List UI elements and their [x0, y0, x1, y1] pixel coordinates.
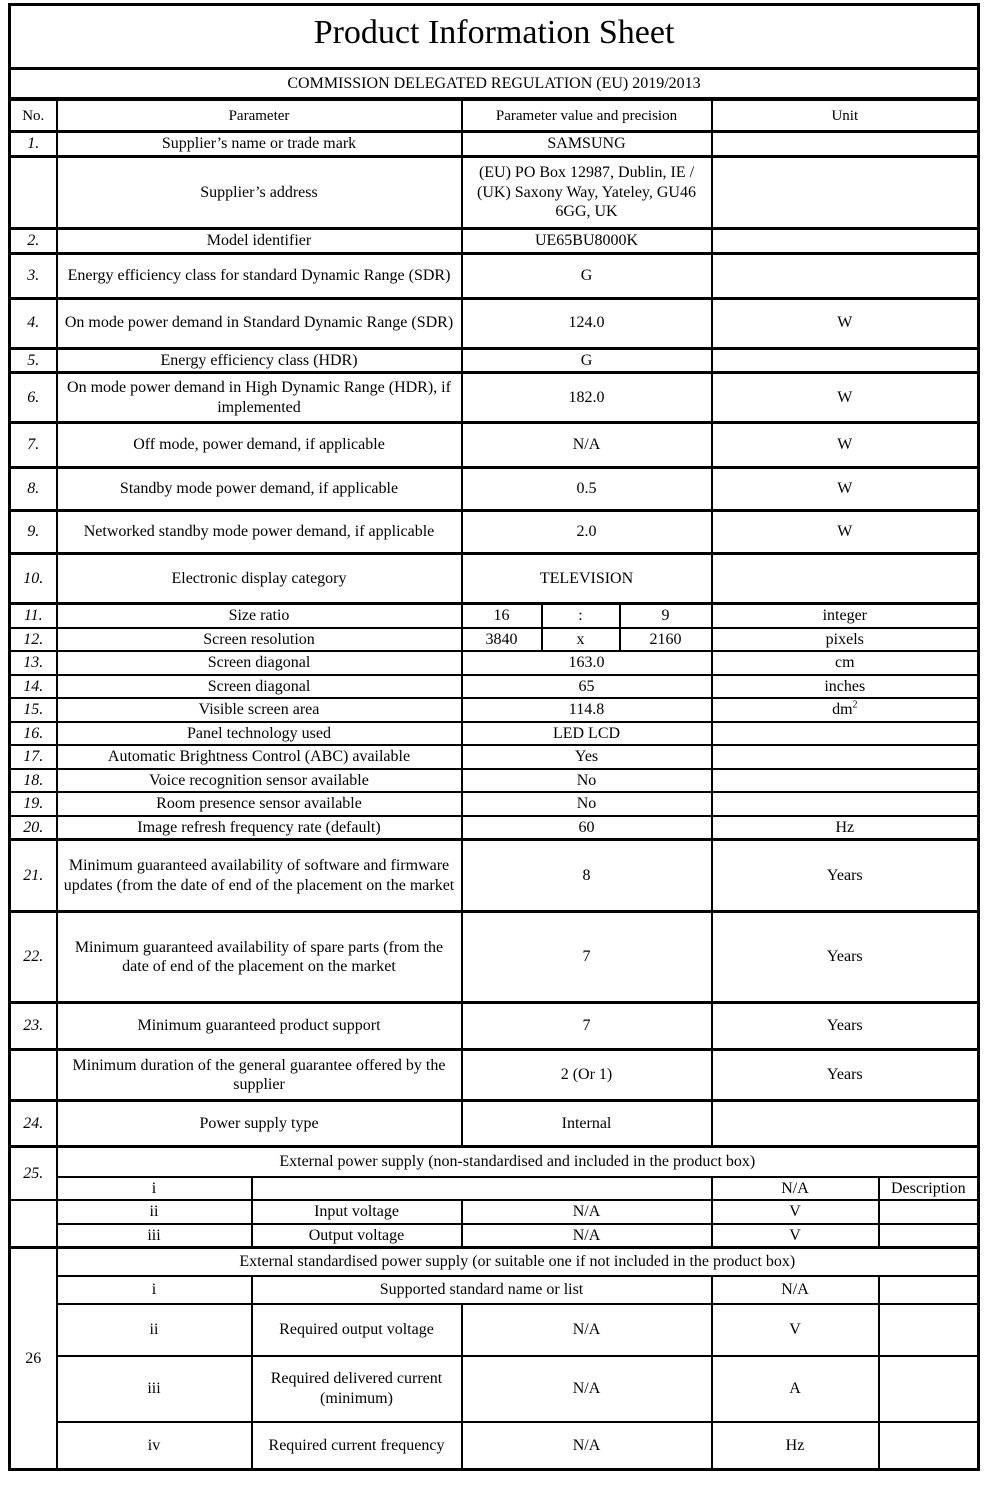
- cell-no: 14.: [10, 675, 57, 699]
- cell-description: [879, 1422, 979, 1470]
- cell-no: 2.: [10, 228, 57, 253]
- column-header-row: [10, 99, 979, 132]
- cell-unit: inches: [712, 675, 979, 699]
- cell-value: 0.5: [462, 468, 712, 511]
- cell-parameter: Minimum duration of the general guarantee offered by the supplier: [57, 1050, 462, 1101]
- cell-parameter: Energy efficiency class for standard Dynamic Range (SDR): [57, 253, 462, 298]
- cell-parameter: Screen resolution: [57, 628, 462, 652]
- cell-unit: [712, 156, 979, 228]
- cell-no: 15.: [10, 698, 57, 722]
- row-esps-i: [10, 1276, 979, 1304]
- column-header-no: No.: [10, 99, 57, 132]
- cell-parameter: Screen diagonal: [57, 675, 462, 699]
- cell-label: Required delivered current (minimum): [252, 1356, 462, 1422]
- cell-value: 7: [462, 912, 712, 1003]
- title-row: [10, 5, 979, 69]
- cell-value: LED LCD: [462, 722, 712, 746]
- cell-value: Yes: [462, 745, 712, 769]
- cell-parameter: Visible screen area: [57, 698, 462, 722]
- row-voice-recognition: [10, 769, 979, 793]
- cell-value: N/A: [462, 1356, 712, 1422]
- row-size-ratio: [10, 604, 979, 628]
- cell-unit: Years: [712, 912, 979, 1003]
- row-standby-power: [10, 468, 979, 511]
- page-title: Product Information Sheet: [10, 5, 979, 69]
- cell-parameter: Automatic Brightness Control (ABC) available: [57, 745, 462, 769]
- cell-unit: [712, 228, 979, 253]
- cell-unit: [712, 745, 979, 769]
- cell-label: [252, 1177, 712, 1201]
- cell-value: N/A: [462, 1422, 712, 1470]
- cell-no: 21.: [10, 840, 57, 912]
- cell-value: G: [462, 253, 712, 298]
- cell-unit: [712, 1101, 979, 1147]
- cell-value: 114.8: [462, 698, 712, 722]
- cell-label: Required output voltage: [252, 1304, 462, 1356]
- cell-value: 8: [462, 840, 712, 912]
- section-header: External power supply (non-standardised and included in the product box): [57, 1147, 979, 1177]
- cell-no: 5.: [10, 348, 57, 373]
- cell-no: 1.: [10, 132, 57, 157]
- row-supplier-address: [10, 156, 979, 228]
- cell-value-separator: :: [542, 604, 620, 628]
- column-header-parameter: Parameter: [57, 99, 462, 132]
- cell-index: i: [57, 1177, 252, 1201]
- cell-unit: [712, 253, 979, 298]
- cell-no: 11.: [10, 604, 57, 628]
- regulation-row: [10, 69, 979, 99]
- cell-parameter: Power supply type: [57, 1101, 462, 1147]
- cell-index: ii: [57, 1200, 252, 1224]
- cell-unit: N/A: [712, 1177, 879, 1201]
- cell-no: [10, 1050, 57, 1101]
- row-external-standardised-ps-header: [10, 1248, 979, 1276]
- cell-value: No: [462, 769, 712, 793]
- row-screen-resolution: [10, 628, 979, 652]
- cell-unit: Years: [712, 1003, 979, 1050]
- cell-unit: A: [712, 1356, 879, 1422]
- cell-value: 124.0: [462, 298, 712, 348]
- cell-parameter: Voice recognition sensor available: [57, 769, 462, 793]
- row-networked-standby-power: [10, 511, 979, 554]
- cell-no: 23.: [10, 1003, 57, 1050]
- cell-parameter: Screen diagonal: [57, 651, 462, 675]
- row-refresh-rate: [10, 816, 979, 840]
- cell-value: G: [462, 348, 712, 373]
- cell-parameter: On mode power demand in High Dynamic Range (HDR), if implemented: [57, 373, 462, 423]
- cell-no: 8.: [10, 468, 57, 511]
- row-eps-ii: [10, 1200, 979, 1224]
- cell-no: 24.: [10, 1101, 57, 1147]
- cell-no: 19.: [10, 792, 57, 816]
- cell-parameter: Room presence sensor available: [57, 792, 462, 816]
- cell-value-separator: x: [542, 628, 620, 652]
- row-off-mode-power: [10, 423, 979, 468]
- cell-value: 182.0: [462, 373, 712, 423]
- cell-unit: W: [712, 468, 979, 511]
- cell-index: iii: [57, 1224, 252, 1248]
- cell-value: 2 (Or 1): [462, 1050, 712, 1101]
- cell-parameter: Size ratio: [57, 604, 462, 628]
- cell-parameter: Supplier’s address: [57, 156, 462, 228]
- cell-parameter: Model identifier: [57, 228, 462, 253]
- row-energy-class-hdr: [10, 348, 979, 373]
- row-eps-i: [10, 1177, 979, 1201]
- cell-value: 60: [462, 816, 712, 840]
- cell-unit: pixels: [712, 628, 979, 652]
- cell-parameter: Supplier’s name or trade mark: [57, 132, 462, 157]
- row-software-updates: [10, 840, 979, 912]
- cell-parameter: Minimum guaranteed availability of spare parts (from the date of end of the placement on the market: [57, 912, 462, 1003]
- cell-value-second: 9: [620, 604, 712, 628]
- row-spare-parts: [10, 912, 979, 1003]
- cell-no: 7.: [10, 423, 57, 468]
- cell-value: Internal: [462, 1101, 712, 1147]
- cell-parameter: Minimum guaranteed availability of software and firmware updates (from the date of end of the placement on the market: [57, 840, 462, 912]
- cell-unit: N/A: [712, 1276, 879, 1304]
- cell-unit: [712, 698, 979, 722]
- column-header-unit: Unit: [712, 99, 979, 132]
- cell-parameter: On mode power demand in Standard Dynamic Range (SDR): [57, 298, 462, 348]
- cell-unit: integer: [712, 604, 979, 628]
- row-power-demand-hdr: [10, 373, 979, 423]
- regulation-subtitle: COMMISSION DELEGATED REGULATION (EU) 2019/2013: [10, 69, 979, 99]
- row-supplier-name: [10, 132, 979, 157]
- row-product-support: [10, 1003, 979, 1050]
- cell-parameter: Energy efficiency class (HDR): [57, 348, 462, 373]
- cell-description: [879, 1356, 979, 1422]
- cell-no: 17.: [10, 745, 57, 769]
- cell-parameter: Networked standby mode power demand, if applicable: [57, 511, 462, 554]
- cell-no: 20.: [10, 816, 57, 840]
- row-general-guarantee: [10, 1050, 979, 1101]
- cell-value-first: 3840: [462, 628, 542, 652]
- cell-no: 25.: [10, 1147, 57, 1201]
- cell-no: [10, 1200, 57, 1248]
- cell-unit: Years: [712, 1050, 979, 1101]
- row-panel-technology: [10, 722, 979, 746]
- product-info-table: [8, 3, 980, 1471]
- cell-unit: V: [712, 1224, 879, 1248]
- cell-unit: V: [712, 1304, 879, 1356]
- cell-value: N/A: [462, 1304, 712, 1356]
- cell-value: 163.0: [462, 651, 712, 675]
- row-display-category: [10, 554, 979, 604]
- cell-value: 65: [462, 675, 712, 699]
- cell-no: 3.: [10, 253, 57, 298]
- row-eps-iii: [10, 1224, 979, 1248]
- cell-no: 22.: [10, 912, 57, 1003]
- cell-no: 18.: [10, 769, 57, 793]
- row-abc-available: [10, 745, 979, 769]
- cell-parameter: Image refresh frequency rate (default): [57, 816, 462, 840]
- row-visible-screen-area: [10, 698, 979, 722]
- cell-parameter: Electronic display category: [57, 554, 462, 604]
- cell-unit: Hz: [712, 816, 979, 840]
- cell-unit: cm: [712, 651, 979, 675]
- cell-unit: Hz: [712, 1422, 879, 1470]
- cell-label: Output voltage: [252, 1224, 462, 1248]
- cell-value: SAMSUNG: [462, 132, 712, 157]
- cell-no: 13.: [10, 651, 57, 675]
- column-header-value: Parameter value and precision: [462, 99, 712, 132]
- cell-value: N/A: [462, 1224, 712, 1248]
- unit-base: dm: [832, 701, 853, 719]
- cell-value-second: 2160: [620, 628, 712, 652]
- cell-unit: W: [712, 511, 979, 554]
- cell-unit: [712, 554, 979, 604]
- cell-no: 4.: [10, 298, 57, 348]
- row-power-demand-sdr: [10, 298, 979, 348]
- row-power-supply-type: [10, 1101, 979, 1147]
- cell-index: i: [57, 1276, 252, 1304]
- cell-no: 26: [10, 1248, 57, 1470]
- cell-parameter: Minimum guaranteed product support: [57, 1003, 462, 1050]
- row-room-presence: [10, 792, 979, 816]
- cell-parameter: Off mode, power demand, if applicable: [57, 423, 462, 468]
- cell-unit: W: [712, 423, 979, 468]
- cell-no: 9.: [10, 511, 57, 554]
- unit-superscript: 2: [852, 699, 858, 711]
- cell-value-first: 16: [462, 604, 542, 628]
- cell-value: (EU) PO Box 12987, Dublin, IE / (UK) Saxony Way, Yateley, GU46 6GG, UK: [462, 156, 712, 228]
- cell-description: [879, 1224, 979, 1248]
- cell-unit: W: [712, 298, 979, 348]
- cell-value: 7: [462, 1003, 712, 1050]
- row-esps-iii: [10, 1356, 979, 1422]
- cell-value: N/A: [462, 1200, 712, 1224]
- row-screen-diagonal-inches: [10, 675, 979, 699]
- cell-value: TELEVISION: [462, 554, 712, 604]
- cell-value: UE65BU8000K: [462, 228, 712, 253]
- cell-parameter: Panel technology used: [57, 722, 462, 746]
- cell-parameter: Standby mode power demand, if applicable: [57, 468, 462, 511]
- cell-index: iii: [57, 1356, 252, 1422]
- cell-no: 12.: [10, 628, 57, 652]
- cell-description: [879, 1276, 979, 1304]
- cell-unit: W: [712, 373, 979, 423]
- cell-description: [879, 1200, 979, 1224]
- row-model-identifier: [10, 228, 979, 253]
- row-external-power-supply-header: [10, 1147, 979, 1177]
- cell-no: [10, 156, 57, 228]
- cell-value: N/A: [462, 423, 712, 468]
- cell-no: 10.: [10, 554, 57, 604]
- row-screen-diagonal-cm: [10, 651, 979, 675]
- cell-unit: V: [712, 1200, 879, 1224]
- cell-no: 16.: [10, 722, 57, 746]
- cell-index: iv: [57, 1422, 252, 1470]
- cell-unit: Years: [712, 840, 979, 912]
- cell-no: 6.: [10, 373, 57, 423]
- cell-value: 2.0: [462, 511, 712, 554]
- cell-value: No: [462, 792, 712, 816]
- cell-unit: [712, 348, 979, 373]
- cell-label: Required current frequency: [252, 1422, 462, 1470]
- cell-unit: [712, 792, 979, 816]
- cell-description: [879, 1304, 979, 1356]
- cell-label: Supported standard name or list: [252, 1276, 712, 1304]
- cell-label: Input voltage: [252, 1200, 462, 1224]
- cell-unit: [712, 769, 979, 793]
- row-esps-ii: [10, 1304, 979, 1356]
- cell-unit: [712, 132, 979, 157]
- cell-index: ii: [57, 1304, 252, 1356]
- cell-unit: [712, 722, 979, 746]
- cell-description: Description: [879, 1177, 979, 1201]
- row-esps-iv: [10, 1422, 979, 1470]
- section-header: External standardised power supply (or suitable one if not included in the product box): [57, 1248, 979, 1276]
- row-energy-class-sdr: [10, 253, 979, 298]
